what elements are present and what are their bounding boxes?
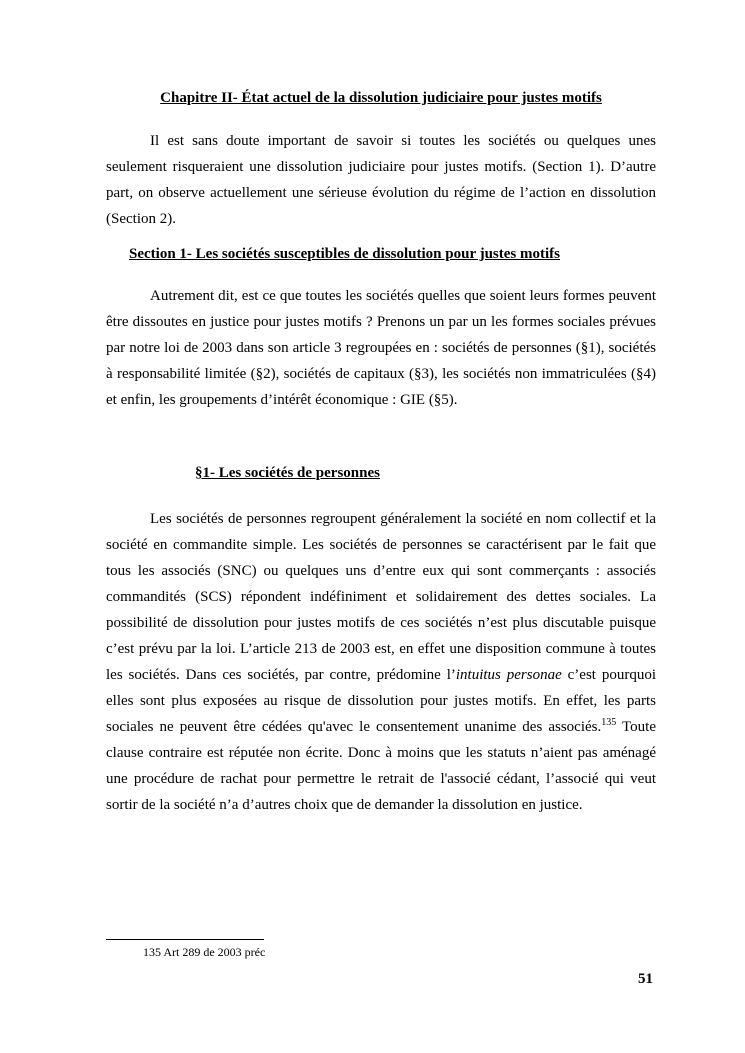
paragraph-body-text-3: Toute clause contraire est réputée non écrite. Donc à moins que les statuts n’aient pas aménagé une procédure de rachat pour permettre le retrait de l'associé cédant, l’associé qui veut sortir de la société n’a d’autres choix que de demander la dissolution en justice. bbox=[106, 719, 657, 813]
footnote-reference: 135 bbox=[601, 717, 617, 728]
paragraph-body-text-2: c’est pourquoi elles sont plus exposées au risque de dissolution pour justes motifs. En effet, les parts sociales ne peuvent être cédées qu'avec le consentement unanime des associés. bbox=[106, 667, 656, 735]
paragraph-body-text-1: Les sociétés de personnes regroupent généralement la société en nom collectif et la société en commandite simple. Les sociétés de personnes se caractérisent par le fait que tous les associés (SNC) ou quelques uns d’entre eux qui sont commerçants : associés commandités (SCS) répondent indéfiniment et solidairement des dettes sociales. La possibilité de dissolution pour justes motifs de ces sociétés n’est plus discutable puisque c’est prévu par la loi. L’article 213 de 2003 est, en effet une disposition commune à toutes les sociétés. Dans ces sociétés, par contre, prédomine l’ bbox=[106, 511, 656, 683]
paragraph-intro: Il est sans doute important de savoir si toutes les sociétés ou quelques unes seulement risqueraient une dissolution judiciaire pour justes motifs. (Section 1). D’autre part, on observe actuellement une sérieuse évolution du régime de l’action en dissolution (Section 2). bbox=[106, 133, 656, 227]
footnote-separator-rule bbox=[106, 939, 264, 940]
paragraph-section-intro: Autrement dit, est ce que toutes les sociétés quelles que soient leurs formes peuvent être dissoutes en justice pour justes motifs ? Prenons un par un les formes sociales prévues par notre loi de 2003 dans son article 3 regroupées en : sociétés de personnes (§1), sociétés à responsabilité limitée (§2), sociétés de capitaux (§3), les sociétés non immatriculées (§4) et enfin, les groupements d’intérêt économique : GIE (§5). bbox=[106, 288, 656, 408]
section-heading: Section 1- Les sociétés susceptibles de dissolution pour justes motifs bbox=[129, 246, 560, 262]
latin-phrase: intuitus personae bbox=[455, 667, 562, 683]
footnote-area bbox=[106, 939, 656, 960]
footnote: 135 Art 289 de 2003 préc bbox=[143, 945, 266, 959]
paragraph-body bbox=[106, 506, 656, 818]
subsection-heading: §1- Les sociétés de personnes bbox=[195, 465, 380, 481]
chapter-heading: Chapitre II- État actuel de la dissolution judiciaire pour justes motifs bbox=[160, 90, 602, 106]
page-number: 51 bbox=[638, 971, 653, 987]
